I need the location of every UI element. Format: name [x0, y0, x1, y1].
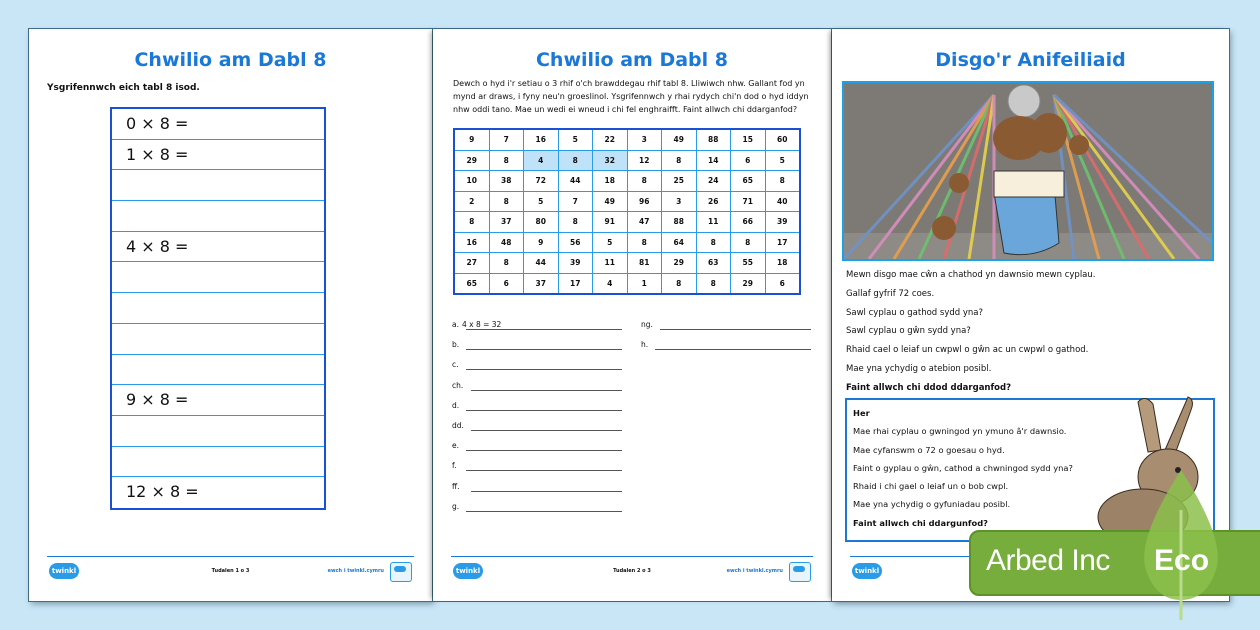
grid-cell[interactable]: 49 — [593, 191, 628, 212]
answer-underline — [466, 329, 622, 330]
answer-label: c. — [452, 360, 459, 370]
challenge-line: Rhaid i chi gael o leiaf un o bob cwpl. — [853, 481, 1009, 492]
eco-label: Eco — [1154, 544, 1210, 577]
answer-label: ng. — [641, 320, 653, 329]
number-grid — [453, 128, 801, 295]
answer-value: 4 x 8 = 32 — [461, 320, 502, 329]
answer-label: e. — [452, 441, 459, 451]
watermark-text: Arbed Inc — [986, 544, 1110, 577]
answer-line[interactable] — [452, 441, 622, 453]
grid-cell[interactable]: 40 — [765, 191, 800, 212]
grid-cell[interactable]: 29 — [662, 253, 697, 274]
grid-cell[interactable]: 88 — [662, 212, 697, 233]
grid-cell[interactable]: 37 — [524, 273, 559, 294]
answer-line[interactable] — [452, 360, 622, 372]
grid-cell[interactable]: 4 — [593, 273, 628, 294]
grid-cell[interactable]: 5 — [524, 191, 559, 212]
answer-label: a. — [452, 320, 459, 329]
times-table-row[interactable] — [112, 447, 324, 478]
times-table-row[interactable] — [112, 201, 324, 232]
answer-underline — [466, 511, 622, 512]
grid-cell[interactable]: 3 — [662, 191, 697, 212]
times-table-row[interactable] — [112, 416, 324, 447]
challenge-line: Mae rhai cyplau o gwningod yn ymuno â'r dawnsio. — [853, 426, 1067, 437]
grid-row — [454, 212, 800, 233]
challenge-line: Faint allwch chi ddargunfod? — [853, 517, 988, 528]
worksheet-page-2 — [433, 29, 831, 601]
arbed-eco-watermark — [969, 530, 1260, 596]
grid-cell[interactable]: 17 — [765, 232, 800, 253]
times-table-row[interactable] — [112, 293, 324, 324]
grid-cell[interactable]: 8 — [558, 212, 593, 233]
story-line: Faint allwch chi ddod ddarganfod? — [846, 382, 1012, 393]
instruction-text: Dewch o hyd i'r setiau o 3 rhif o'ch brawddegau rhif tabl 8. Lliwiwch nhw. Gallant fod yn mynd ar draws, i fyny neu'n groeslinol. Ysgrifennwch y rhai rydych chi'n dod o hyd iddyn nhw oddi tano. Mae un wedi ei wneud i chi fel enghraifft. Faint allwch chi ddarganfod? — [453, 79, 809, 114]
disco-scene-icon — [844, 83, 1212, 259]
instruction-text: Ysgrifennwch eich tabl 8 isod. — [47, 83, 200, 93]
grid-row — [454, 191, 800, 212]
grid-cell[interactable]: 8 — [662, 150, 697, 171]
times-table-row[interactable]: 0 × 8 = — [112, 109, 324, 140]
grid-cell[interactable]: 39 — [765, 212, 800, 233]
answer-underline — [466, 470, 622, 471]
answer-underline — [466, 349, 622, 350]
grid-cell[interactable]: 8 — [696, 232, 731, 253]
answer-label: ff. — [452, 481, 460, 491]
grid-cell[interactable]: 81 — [627, 253, 662, 274]
grid-row — [454, 150, 800, 171]
answer-line[interactable] — [452, 482, 622, 494]
grid-cell[interactable]: 38 — [489, 171, 524, 192]
grid-cell[interactable]: 63 — [696, 253, 731, 274]
story-line: Mae yna ychydig o atebion posibl. — [846, 363, 992, 374]
grid-row — [454, 129, 800, 150]
grid-row — [454, 171, 800, 192]
answer-label: dd. — [452, 421, 464, 430]
grid-cell[interactable]: 44 — [524, 253, 559, 274]
grid-cell[interactable]: 14 — [696, 150, 731, 171]
grid-cell[interactable]: 11 — [696, 212, 731, 233]
answer-line[interactable] — [452, 320, 622, 332]
grid-cell[interactable]: 8 — [627, 171, 662, 192]
grid-cell[interactable]: 25 — [662, 171, 697, 192]
grid-cell[interactable]: 48 — [489, 232, 524, 253]
twinkl-logo: twinkl — [852, 563, 882, 579]
challenge-line: Mae yna ychydig o gyfuniadau posibl. — [853, 499, 1011, 510]
story-text — [846, 266, 1095, 398]
grid-cell[interactable]: 17 — [558, 273, 593, 294]
grid-cell[interactable]: 71 — [731, 191, 766, 212]
grid-cell[interactable]: 8 — [696, 273, 731, 294]
grid-row — [454, 232, 800, 253]
grid-cell[interactable]: 16 — [454, 232, 489, 253]
grid-cell[interactable]: 91 — [593, 212, 628, 233]
grid-cell[interactable]: 2 — [454, 191, 489, 212]
grid-cell[interactable]: 49 — [662, 129, 697, 150]
grid-cell[interactable]: 8 — [662, 273, 697, 294]
grid-cell[interactable]: 5 — [558, 129, 593, 150]
page-title: Chwilio am Dabl 8 — [535, 49, 728, 71]
answer-label: h. — [641, 340, 649, 350]
grid-cell[interactable]: 24 — [696, 171, 731, 192]
answer-underline — [471, 491, 622, 492]
grid-cell[interactable]: 66 — [731, 212, 766, 233]
story-line: Sawl cyplau o gŵn sydd yna? — [846, 326, 971, 337]
quality-badge-icon — [789, 562, 811, 582]
grid-cell[interactable]: 5 — [593, 232, 628, 253]
times-table — [110, 107, 326, 510]
grid-cell[interactable]: 64 — [662, 232, 697, 253]
grid-cell[interactable]: 6 — [489, 273, 524, 294]
times-table-row[interactable] — [112, 262, 324, 293]
twinkl-logo: twinkl — [453, 563, 483, 579]
grid-cell[interactable]: 32 — [593, 150, 628, 171]
grid-cell[interactable]: 10 — [454, 171, 489, 192]
challenge-text — [853, 404, 1073, 532]
grid-row — [454, 253, 800, 274]
story-line: Rhaid cael o leiaf un cwpwl o gŵn ac un cwpwl o gathod. — [846, 345, 1089, 356]
grid-cell[interactable]: 8 — [627, 232, 662, 253]
answer-label: g. — [452, 501, 460, 511]
grid-cell[interactable]: 60 — [765, 129, 800, 150]
grid-cell[interactable]: 39 — [558, 253, 593, 274]
grid-cell[interactable]: 18 — [765, 253, 800, 274]
times-table-row[interactable]: 4 × 8 = — [112, 232, 324, 263]
answer-label: ch. — [452, 380, 464, 390]
grid-cell[interactable]: 7 — [558, 191, 593, 212]
grid-cell[interactable]: 37 — [489, 212, 524, 233]
grid-cell[interactable]: 72 — [524, 171, 559, 192]
answer-line[interactable] — [452, 421, 622, 433]
grid-cell[interactable]: 22 — [593, 129, 628, 150]
grid-cell[interactable]: 29 — [454, 150, 489, 171]
grid-cell[interactable]: 29 — [731, 273, 766, 294]
answer-underline — [655, 349, 811, 350]
times-table-row[interactable]: 12 × 8 = — [126, 482, 199, 502]
answer-line[interactable] — [452, 381, 622, 393]
answer-line[interactable] — [641, 320, 811, 332]
page-title: Disgo'r Anifeiliaid — [935, 49, 1126, 71]
page-number: Tudalen 1 o 3 — [211, 568, 250, 574]
page-title: Chwilio am Dabl 8 — [134, 49, 327, 71]
grid-cell[interactable]: 6 — [765, 273, 800, 294]
challenge-heading: Her — [853, 408, 870, 418]
answer-underline — [466, 410, 622, 411]
grid-cell[interactable]: 11 — [593, 253, 628, 274]
site-link[interactable]: ewch i twinkl.cymru — [726, 568, 783, 574]
site-link[interactable]: ewch i twinkl.cymru — [327, 568, 384, 574]
story-line: Mewn disgo mae cŵn a chathod yn dawnsio mewn cyplau. — [846, 270, 1096, 280]
answer-line[interactable] — [452, 502, 622, 514]
times-table-row[interactable] — [112, 324, 324, 355]
quality-badge-icon — [390, 562, 412, 582]
grid-cell[interactable]: 26 — [696, 191, 731, 212]
story-line: Sawl cyplau o gathod sydd yna? — [846, 307, 983, 318]
grid-cell[interactable]: 8 — [558, 150, 593, 171]
grid-cell[interactable]: 9 — [454, 129, 489, 150]
grid-cell[interactable]: 7 — [489, 129, 524, 150]
story-line: Gallaf gyfrif 72 coes. — [846, 288, 935, 299]
grid-cell[interactable]: 65 — [454, 273, 489, 294]
grid-row — [454, 273, 800, 294]
grid-cell[interactable]: 96 — [627, 191, 662, 212]
grid-cell[interactable]: 8 — [454, 212, 489, 233]
times-table-row[interactable] — [112, 355, 324, 386]
answer-line[interactable] — [452, 340, 622, 352]
page-footer — [47, 556, 414, 587]
answer-underline — [660, 329, 811, 330]
answer-underline — [471, 390, 622, 391]
grid-cell[interactable]: 12 — [627, 150, 662, 171]
grid-cell[interactable]: 1 — [627, 273, 662, 294]
answer-label: b. — [452, 340, 460, 350]
answer-line[interactable] — [452, 401, 622, 413]
answer-underline — [466, 450, 622, 451]
answer-underline — [471, 430, 622, 431]
grid-cell[interactable]: 4 — [524, 150, 559, 171]
answer-label: f. — [452, 461, 457, 471]
grid-cell[interactable]: 8 — [489, 150, 524, 171]
grid-cell[interactable]: 15 — [731, 129, 766, 150]
times-table-row[interactable]: 1 × 8 = — [112, 140, 324, 171]
times-table-row[interactable]: 9 × 8 = — [112, 385, 324, 416]
grid-cell[interactable]: 5 — [765, 150, 800, 171]
challenge-line: Mae cyfanswm o 72 o goesau o hyd. — [853, 444, 1005, 455]
grid-cell[interactable]: 80 — [524, 212, 559, 233]
challenge-line: Faint o gyplau o gŵn, cathod a chwningod sydd yna? — [853, 462, 1073, 473]
grid-cell[interactable]: 6 — [731, 150, 766, 171]
twinkl-logo: twinkl — [49, 563, 79, 579]
grid-cell[interactable]: 47 — [627, 212, 662, 233]
grid-cell[interactable]: 9 — [524, 232, 559, 253]
grid-cell[interactable]: 8 — [731, 232, 766, 253]
worksheet-page-1 — [29, 29, 432, 601]
times-table-row[interactable] — [112, 170, 324, 201]
grid-cell[interactable]: 8 — [489, 253, 524, 274]
grid-cell[interactable]: 3 — [627, 129, 662, 150]
grid-cell[interactable]: 65 — [731, 171, 766, 192]
grid-cell[interactable]: 56 — [558, 232, 593, 253]
answer-label: d. — [452, 400, 460, 410]
disco-dog-illustration — [842, 81, 1214, 261]
answer-line[interactable] — [452, 461, 622, 473]
answer-line[interactable] — [641, 340, 811, 352]
page-footer — [451, 556, 813, 587]
grid-cell[interactable]: 18 — [593, 171, 628, 192]
grid-cell[interactable]: 8 — [765, 171, 800, 192]
grid-cell[interactable]: 8 — [489, 191, 524, 212]
page-number: Tudalen 2 o 3 — [613, 568, 651, 574]
grid-cell[interactable]: 44 — [558, 171, 593, 192]
grid-cell[interactable]: 88 — [696, 129, 731, 150]
grid-cell[interactable]: 16 — [524, 129, 559, 150]
grid-cell[interactable]: 27 — [454, 253, 489, 274]
grid-cell[interactable]: 55 — [731, 253, 766, 274]
answer-underline — [466, 369, 622, 370]
